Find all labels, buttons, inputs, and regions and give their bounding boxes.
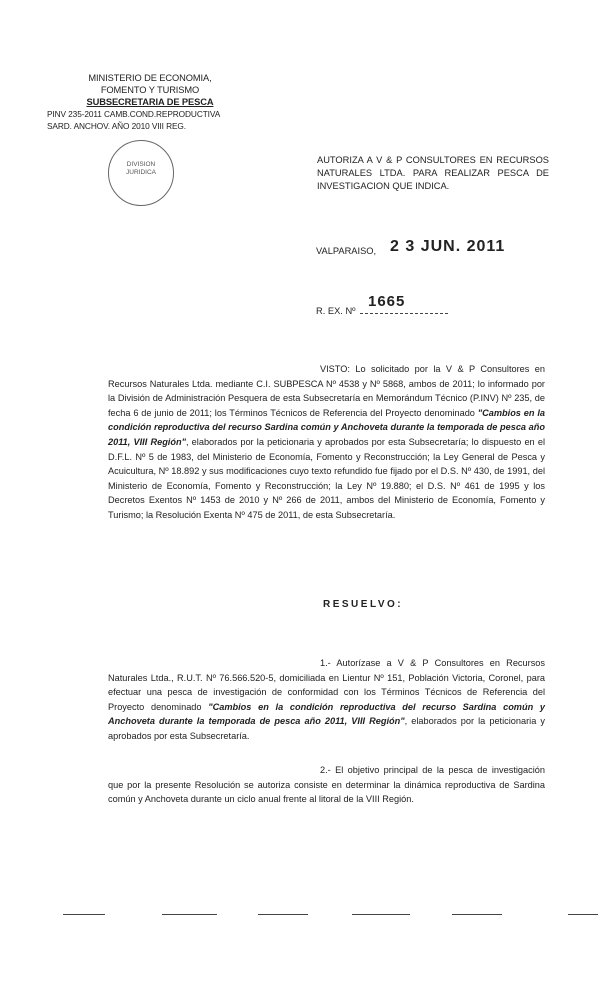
number-underline [360, 313, 448, 314]
letterhead [47, 72, 245, 132]
item-1-paragraph [108, 656, 545, 744]
resolution-title: AUTORIZA A V & P CONSULTORES EN RECURSOS NATURALES LTDA. PARA REALIZAR PESCA DE INVESTIGACION QUE INDICA. [317, 155, 549, 191]
item-1-text-b: , elaborados por la peticionaria y aprobados por esta Subsecretaría. [108, 716, 545, 741]
subsecretaria-name: SUBSECRETARIA DE PESCA [86, 97, 214, 107]
resolution-number-line [316, 306, 448, 316]
resolution-number: 1665 [368, 293, 406, 310]
stamp-text-2: JURIDICA [126, 169, 156, 176]
project-name: "Cambios en la condición reproductiva del recurso Sardina común y Anchoveta durante la temporada de pesca año 2011, VIII Región" [108, 407, 545, 447]
visto-text-1: VISTO: Lo solicitado por la V & P Consultores en Recursos Naturales Ltda. mediante C.I. SUBPESCA Nº 4538 y Nº 5868, ambos de 2011; lo informado por la División de Administración Pesquera de esta Subsecretaría en Memorándum Técnico (P.INV) Nº 235, de fecha 6 de junio de 2011; los Términos Técnicos de Referencia del Proyecto denominado [108, 364, 545, 418]
initial-line-6 [568, 914, 598, 915]
resolution-number-label: R. EX. Nº [316, 306, 356, 316]
item-1-text-a: 1.- Autorízase a V & P Consultores en Recursos Naturales Ltda., R.U.T. Nº 76.566.520-5, domiciliada en Lientur Nº 151, Población Victoria, Coronel, para efectuar una pesca de investigación de conformidad con los Términos Técnicos de Referencia del Proyecto denominado [108, 658, 545, 712]
division-stamp [108, 140, 174, 206]
initial-line-1 [63, 914, 105, 915]
file-reference-1: PINV 235-2011 CAMB.COND.REPRODUCTIVA [47, 109, 221, 119]
file-reference-2: SARD. ANCHOV. AÑO 2010 VIII REG. [47, 121, 186, 131]
ministry-name: MINISTERIO DE ECONOMIA, [88, 73, 212, 83]
initial-line-5 [452, 914, 502, 915]
item-2-text: 2.- El objetivo principal de la pesca de investigación que por la presente Resolución se autoriza consiste en determinar la dinámica reproductiva de Sardina común y Anchoveta durante un ciclo anual frente al litoral de la VIII Región. [108, 765, 545, 805]
visto-text-2: , elaborados por la peticionaria y aprobados por esta Subsecretaría; lo dispuesto en el D.F.L. Nº 5 de 1983, del Ministerio de Economía, Fomento y Reconstrucción; la Ley General de Pesca y Acuicultura, Nº 18.892 y sus modificaciones cuyo texto refundido fue fijado por el D.S. Nº 430, de 1991, del Ministerio de Economía, Fomento y Reconstrucción; la Ley Nº 19.880; el D.S. Nº 461 de 1995 y los Decretos Exentos Nº 1453 de 2010 y Nº 266 de 2011, ambos del Ministerio de Economía, Fomento y Turismo; la Resolución Exenta Nº 475 de 2011, de esta Subsecretaría. [108, 436, 545, 520]
ministry-name-2: FOMENTO Y TURISMO [100, 85, 200, 95]
item-2-paragraph [108, 763, 545, 807]
place-label: VALPARAISO, [316, 246, 377, 256]
stamp-text-1: DIVISION [126, 161, 156, 168]
initial-line-3 [258, 914, 308, 915]
stamped-date: 2 3 JUN. 2011 [390, 238, 506, 255]
initial-line-2 [162, 914, 217, 915]
resuelvo-heading: RESUELVO: [323, 599, 404, 610]
initial-line-4 [352, 914, 410, 915]
visto-paragraph [108, 362, 545, 523]
item-1-project-name: "Cambios en la condición reproductiva del recurso Sardina común y Anchoveta durante la temporada de pesca año 2011, VIII Región" [108, 701, 546, 727]
